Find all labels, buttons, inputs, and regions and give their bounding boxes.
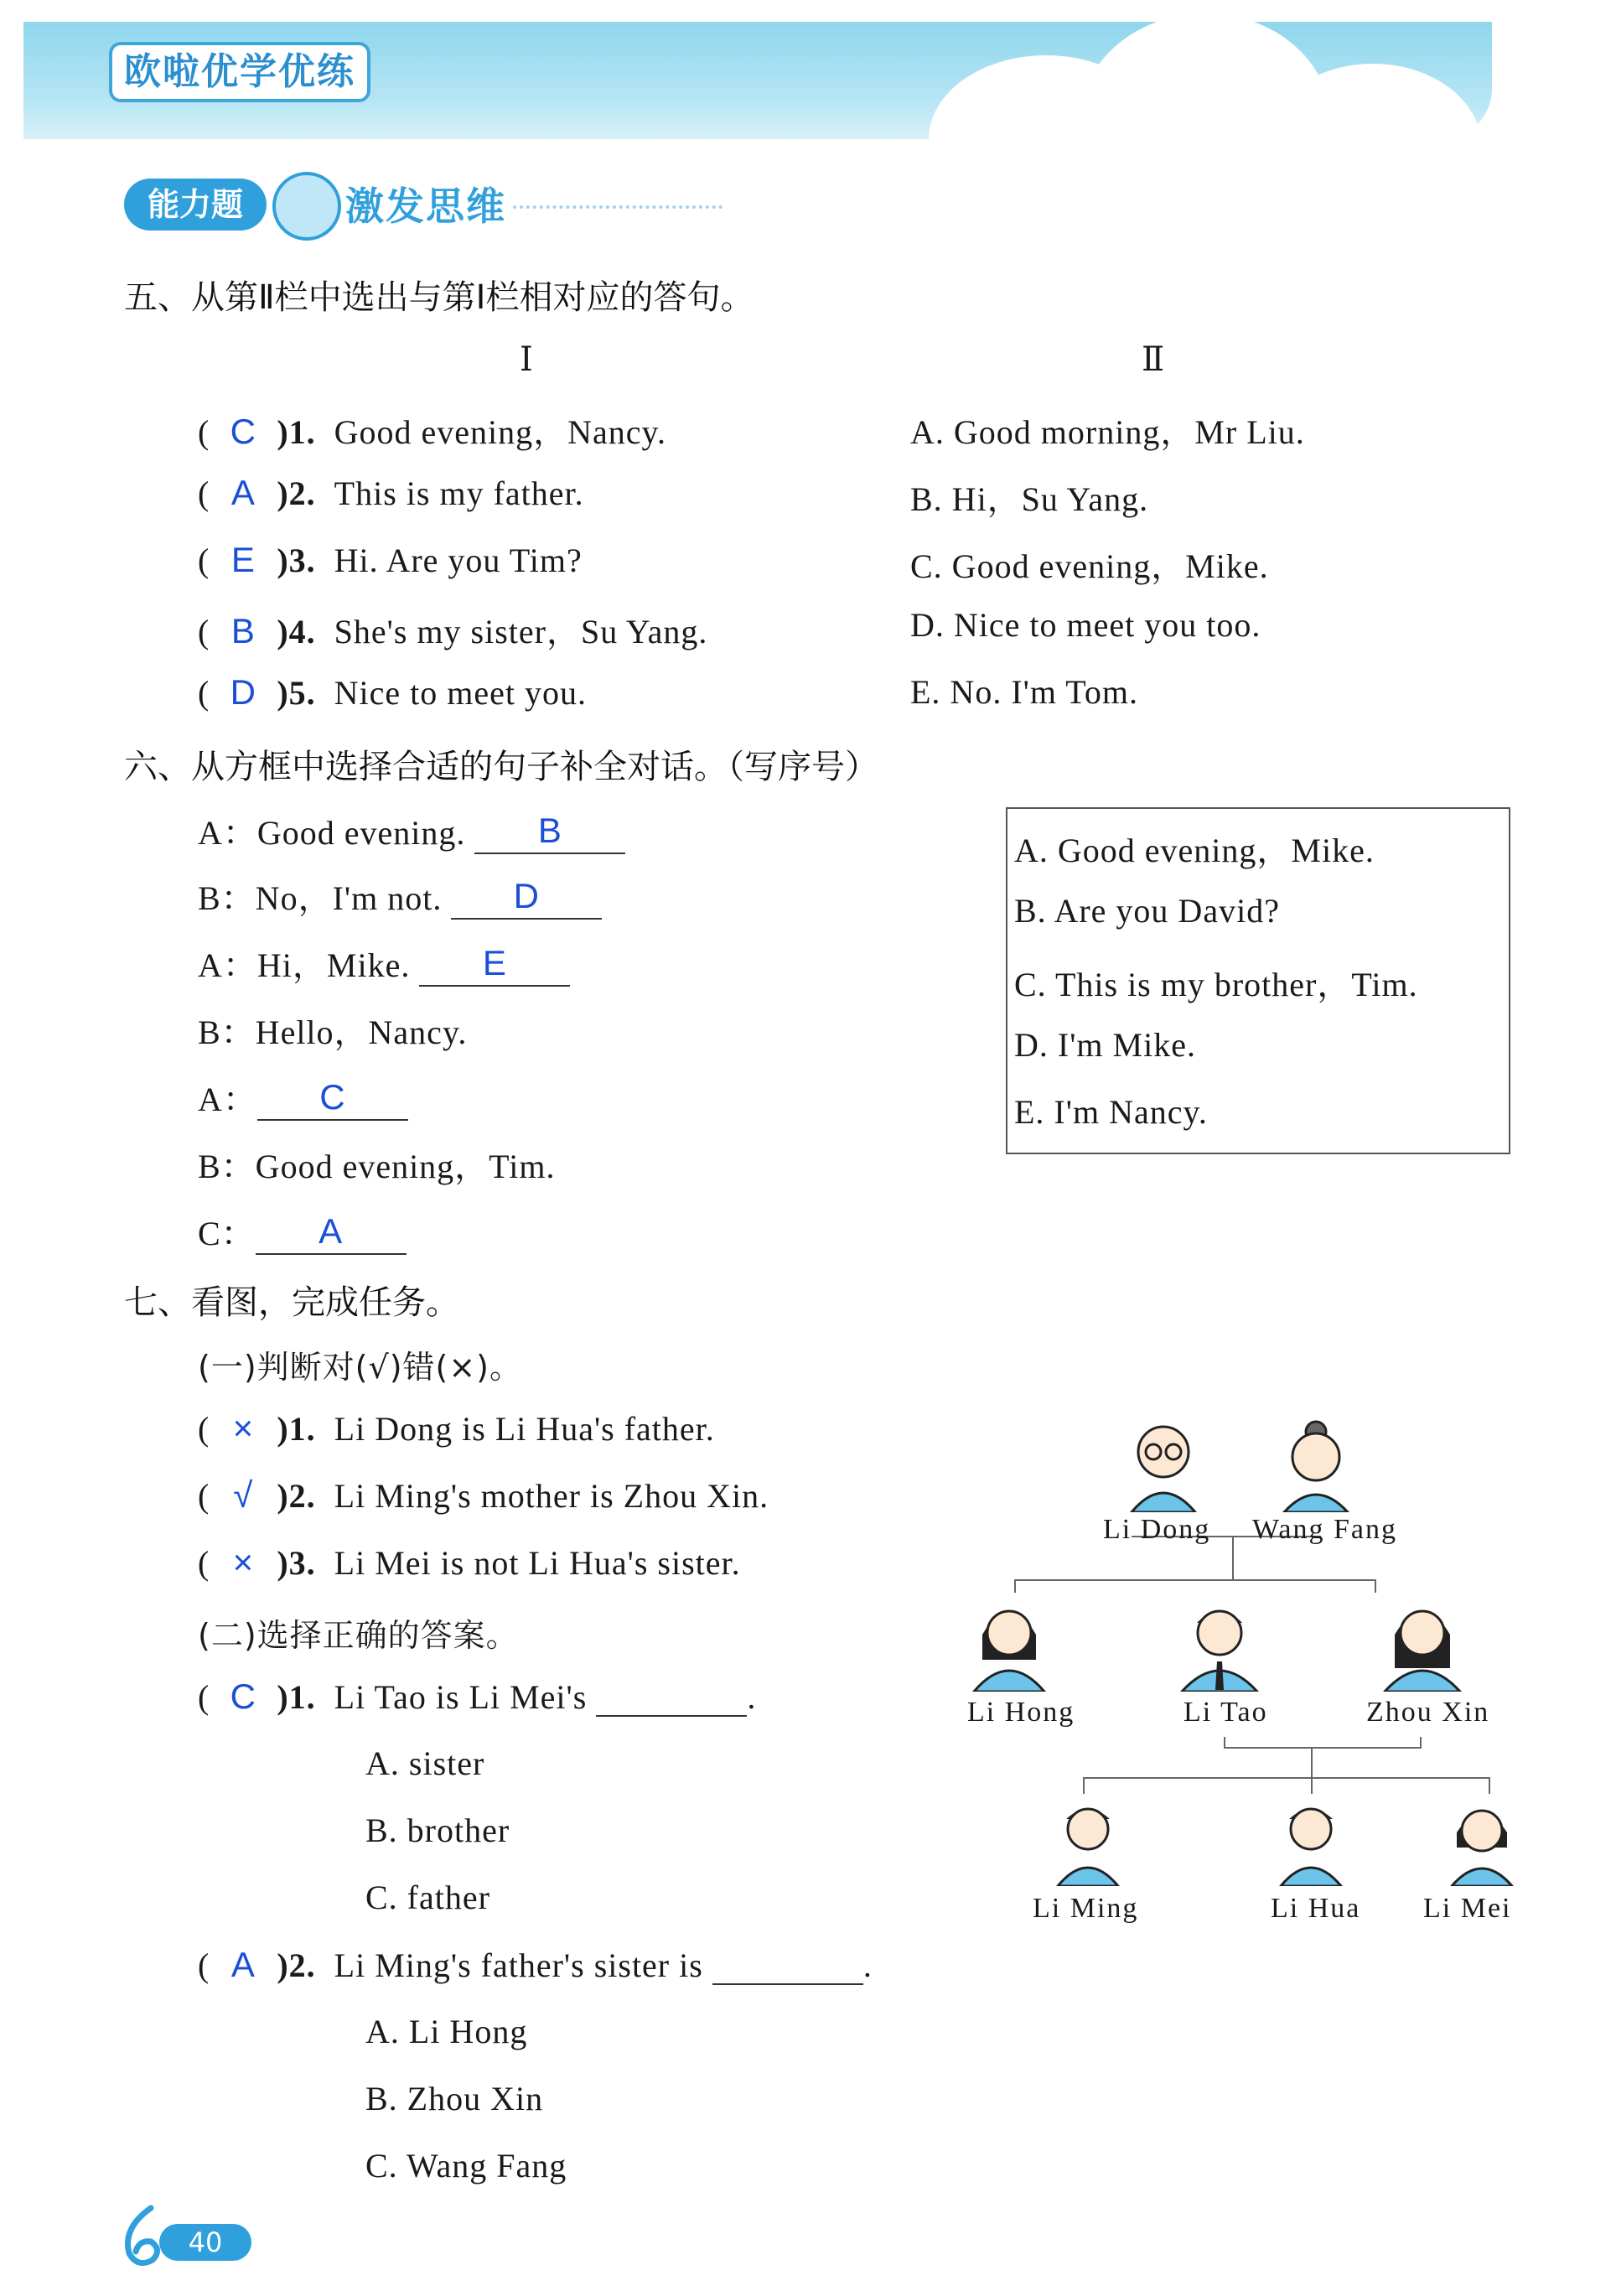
section-title: 激发思维 <box>345 184 506 229</box>
judge-item: ( × )1. Li Dong is Li Hua's father. <box>198 1408 715 1448</box>
answer: √ <box>233 1475 254 1515</box>
answer-blank: D <box>451 881 602 920</box>
brain-icon <box>272 172 341 241</box>
dialog-line: B：Hello，Nancy. <box>198 1013 468 1051</box>
q5-option: D. Nice to meet you too. <box>910 606 1261 644</box>
dialog-line: A：Hi，Mike. E <box>198 939 570 987</box>
page-number: 40 <box>159 2224 251 2261</box>
q5-option: A. Good morning，Mr Liu. <box>910 413 1305 451</box>
box-option: C. This is my brother，Tim. <box>1014 966 1418 1003</box>
box-option: D. I'm Mike. <box>1014 1026 1196 1064</box>
mc-option: B. brother <box>365 1811 510 1849</box>
grandma-figure <box>1272 1418 1360 1512</box>
mc-option: C. father <box>365 1879 490 1916</box>
dialog-line: B：No，I'm not. D <box>198 872 602 920</box>
answer: × <box>232 1408 255 1448</box>
dialog-line: A：Good evening. B <box>198 806 625 854</box>
family-name: Zhou Xin <box>1366 1697 1490 1728</box>
mc-question: ( C )1. Li Tao is Li Mei's . <box>198 1677 757 1716</box>
answer-blank: E <box>419 948 570 987</box>
q5-col1-header: Ⅰ <box>520 340 534 378</box>
mc-option: A. sister <box>365 1744 485 1782</box>
li-tao-figure <box>1173 1593 1266 1692</box>
answer-blank: A <box>256 1216 407 1255</box>
q5-col2-header: Ⅱ <box>1142 340 1166 378</box>
mc-option: C. Wang Fang <box>365 2147 567 2185</box>
answer: × <box>232 1542 255 1582</box>
li-ming-figure <box>1044 1794 1132 1886</box>
answer: C <box>230 412 256 451</box>
li-mei-figure <box>1438 1794 1525 1886</box>
family-name: Li Tao <box>1184 1697 1268 1728</box>
judge-item: ( × )3. Li Mei is not Li Hua's sister. <box>198 1542 741 1582</box>
q5-title: 五、从第Ⅱ栏中选出与第Ⅰ栏相对应的答句。 <box>124 278 754 317</box>
brand-logo: 欧啦优学优练 <box>109 42 370 102</box>
li-hong-figure <box>966 1593 1053 1692</box>
zhou-xin-figure <box>1376 1593 1468 1692</box>
answer: C <box>230 1677 256 1716</box>
q5-item: ( A )2. This is my father. <box>198 473 584 512</box>
dialog-line: A： C <box>198 1073 408 1121</box>
mc-option: B. Zhou Xin <box>365 2080 544 2117</box>
q5-item: ( D )5. Nice to meet you. <box>198 672 588 712</box>
dialog-line: B：Good evening，Tim. <box>198 1148 556 1185</box>
options-box <box>1006 807 1510 1154</box>
q7-part1-title: (一)判断对(√)错(×)。 <box>198 1349 523 1386</box>
q5-option: E. No. I'm Tom. <box>910 673 1138 711</box>
grandpa-figure <box>1120 1418 1207 1512</box>
box-option: B. Are you David? <box>1014 892 1280 930</box>
answer: B <box>230 611 256 650</box>
family-name: Wang Fang <box>1252 1514 1397 1545</box>
family-name: Li Hua <box>1271 1893 1361 1924</box>
mc-option: A. Li Hong <box>365 2013 528 2050</box>
li-hua-figure <box>1267 1794 1354 1886</box>
answer: A <box>230 1945 256 1984</box>
box-option: A. Good evening，Mike. <box>1014 832 1375 869</box>
family-name: Li Ming <box>1033 1893 1139 1924</box>
q6-title: 六、从方框中选择合适的句子补全对话。（写序号） <box>124 748 878 786</box>
family-name: Li Hong <box>967 1697 1075 1728</box>
dialog-line: C： A <box>198 1207 407 1255</box>
dotted-divider <box>513 205 723 209</box>
answer: D <box>230 672 256 712</box>
family-name: Li Mei <box>1423 1893 1512 1924</box>
answer: A <box>230 473 256 512</box>
q7-title: 七、看图，完成任务。 <box>124 1283 459 1322</box>
answer: E <box>230 540 256 579</box>
mc-question: ( A )2. Li Ming's father's sister is . <box>198 1945 873 1984</box>
q5-item: ( B )4. She's my sister，Su Yang. <box>198 611 708 650</box>
answer-blank: B <box>474 816 625 854</box>
q5-option: B. Hi，Su Yang. <box>910 480 1149 518</box>
section-badge: 能力题 <box>124 179 267 231</box>
q7-part2-title: (二)选择正确的答案。 <box>198 1617 519 1654</box>
q5-item: ( E )3. Hi. Are you Tim? <box>198 540 583 579</box>
q5-item: ( C )1. Good evening，Nancy. <box>198 412 666 451</box>
box-option: E. I'm Nancy. <box>1014 1093 1208 1131</box>
q5-option: C. Good evening，Mike. <box>910 547 1269 585</box>
judge-item: ( √ )2. Li Ming's mother is Zhou Xin. <box>198 1475 769 1515</box>
answer-blank: C <box>257 1082 408 1121</box>
family-name: Li Dong <box>1103 1514 1211 1545</box>
